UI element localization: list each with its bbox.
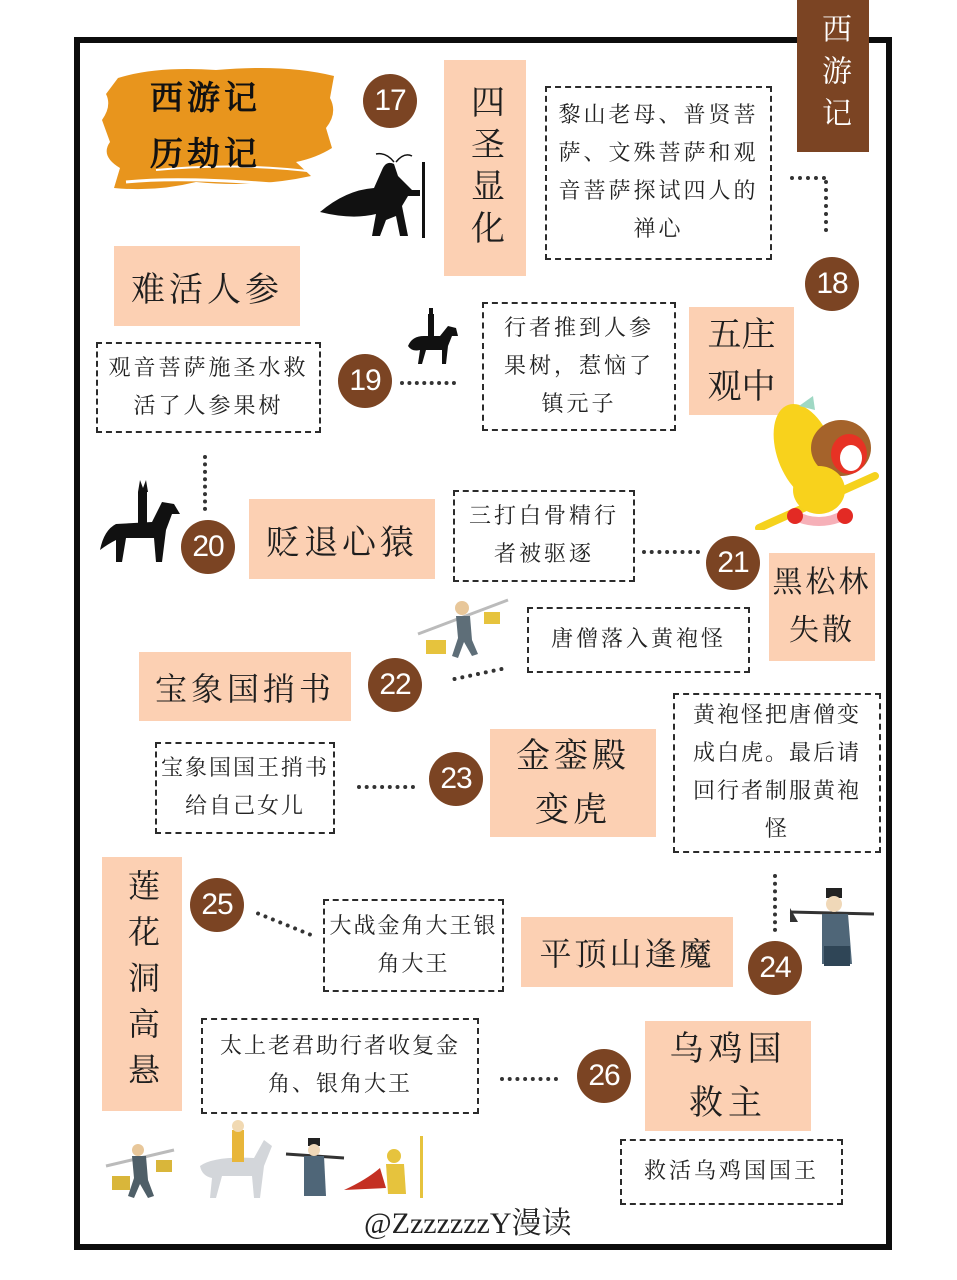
porter-with-pole-icon <box>414 594 510 664</box>
pilgrim-group-icon <box>104 1116 430 1202</box>
monkey-king-silhouette-icon <box>316 150 428 240</box>
connector-dots <box>824 180 828 232</box>
connector-dots <box>203 455 207 511</box>
episode-desc-23-text: 黄袍怪把唐僧变成白虎。最后请回行者制服黄袍怪 <box>692 703 861 842</box>
episode-desc-26 <box>620 1139 843 1205</box>
episode-title-17-label: 四圣显化 <box>464 84 505 252</box>
episode-desc-17 <box>545 86 772 260</box>
episode-number-19: 19 <box>338 354 392 408</box>
episode-number-23: 23 <box>429 752 483 806</box>
episode-title-21-line: 失散 <box>789 613 855 648</box>
episode-title-23-line: 金銮殿 <box>516 736 630 776</box>
episode-desc-20-text: 三打白骨精行者被驱逐 <box>468 504 619 567</box>
monkey-king-cartoon-icon <box>755 392 883 530</box>
connector-dots <box>400 381 456 385</box>
episode-title-26 <box>645 1021 811 1131</box>
episode-desc-22 <box>155 742 335 834</box>
episode-title-21 <box>769 553 875 661</box>
title-line-2: 历劫记 <box>150 134 261 173</box>
episode-number-22: 22 <box>368 658 422 712</box>
connector-dots <box>357 785 415 789</box>
episode-desc-17-text: 黎山老母、普贤菩萨、文殊菩萨和观音菩萨探试四人的禅心 <box>558 103 759 242</box>
episode-title-20-label: 贬退心猿 <box>266 522 418 563</box>
page-title <box>150 70 261 182</box>
episode-number-25: 25 <box>190 878 244 932</box>
episode-title-19-label: 难活人参 <box>131 269 283 310</box>
episode-title-26-line: 乌鸡国 <box>669 1029 787 1069</box>
episode-number-21: 21 <box>706 536 760 590</box>
episode-title-18-line: 观中 <box>707 367 776 407</box>
episode-title-20 <box>249 499 435 579</box>
episode-desc-24-text: 大战金角大王银角大王 <box>329 913 498 977</box>
episode-title-24 <box>521 917 733 987</box>
watermark: @ZzzzzzzY漫读 <box>364 1207 572 1240</box>
episode-desc-19-text: 观音菩萨施圣水救活了人参果树 <box>108 355 309 419</box>
episode-title-25-label: 莲花洞高悬 <box>123 869 161 1099</box>
episode-title-19 <box>114 246 300 326</box>
episode-desc-19 <box>96 342 321 433</box>
episode-desc-20 <box>453 490 635 582</box>
episode-desc-24 <box>323 899 504 992</box>
monk-on-horse-icon <box>402 306 464 368</box>
connector-dots <box>642 550 700 554</box>
episode-desc-25-text: 太上老君助行者收复金角、银角大王 <box>219 1034 460 1097</box>
episode-title-22 <box>139 652 351 721</box>
episode-title-21-line: 黑松林 <box>772 565 872 600</box>
episode-title-26-line: 救主 <box>689 1083 767 1123</box>
episode-title-24-label: 平顶山逢魔 <box>539 935 715 973</box>
episode-title-22-label: 宝象国捎书 <box>154 669 335 708</box>
title-line-1: 西游记 <box>150 78 261 117</box>
connector-dots <box>790 176 826 180</box>
episode-desc-18 <box>482 302 676 431</box>
episode-number-17: 17 <box>363 74 417 128</box>
episode-desc-21-text: 唐僧落入黄袍怪 <box>550 627 726 652</box>
corner-tag-label: 西游记 <box>816 13 851 139</box>
episode-title-23-line: 变虎 <box>535 790 611 830</box>
episode-desc-22-text: 宝象国国王捎书给自己女儿 <box>161 756 330 819</box>
episode-number-24: 24 <box>748 941 802 995</box>
episode-title-25 <box>102 857 182 1111</box>
monk-on-horse-large-icon <box>98 478 184 566</box>
connector-dots <box>773 874 777 932</box>
episode-desc-25 <box>201 1018 479 1114</box>
episode-number-18: 18 <box>805 257 859 311</box>
episode-title-18-line: 五庄 <box>707 315 776 355</box>
connector-dots <box>500 1077 558 1081</box>
episode-desc-23 <box>673 693 881 853</box>
episode-title-23 <box>490 729 656 837</box>
episode-desc-26-text: 救活乌鸡国国王 <box>643 1159 819 1184</box>
episode-number-26: 26 <box>577 1049 631 1103</box>
episode-number-20: 20 <box>181 520 235 574</box>
episode-desc-18-text: 行者推到人参果树，惹恼了镇元子 <box>503 315 654 417</box>
episode-title-17 <box>444 60 526 276</box>
episode-desc-21 <box>527 607 750 673</box>
corner-tag <box>797 0 869 152</box>
